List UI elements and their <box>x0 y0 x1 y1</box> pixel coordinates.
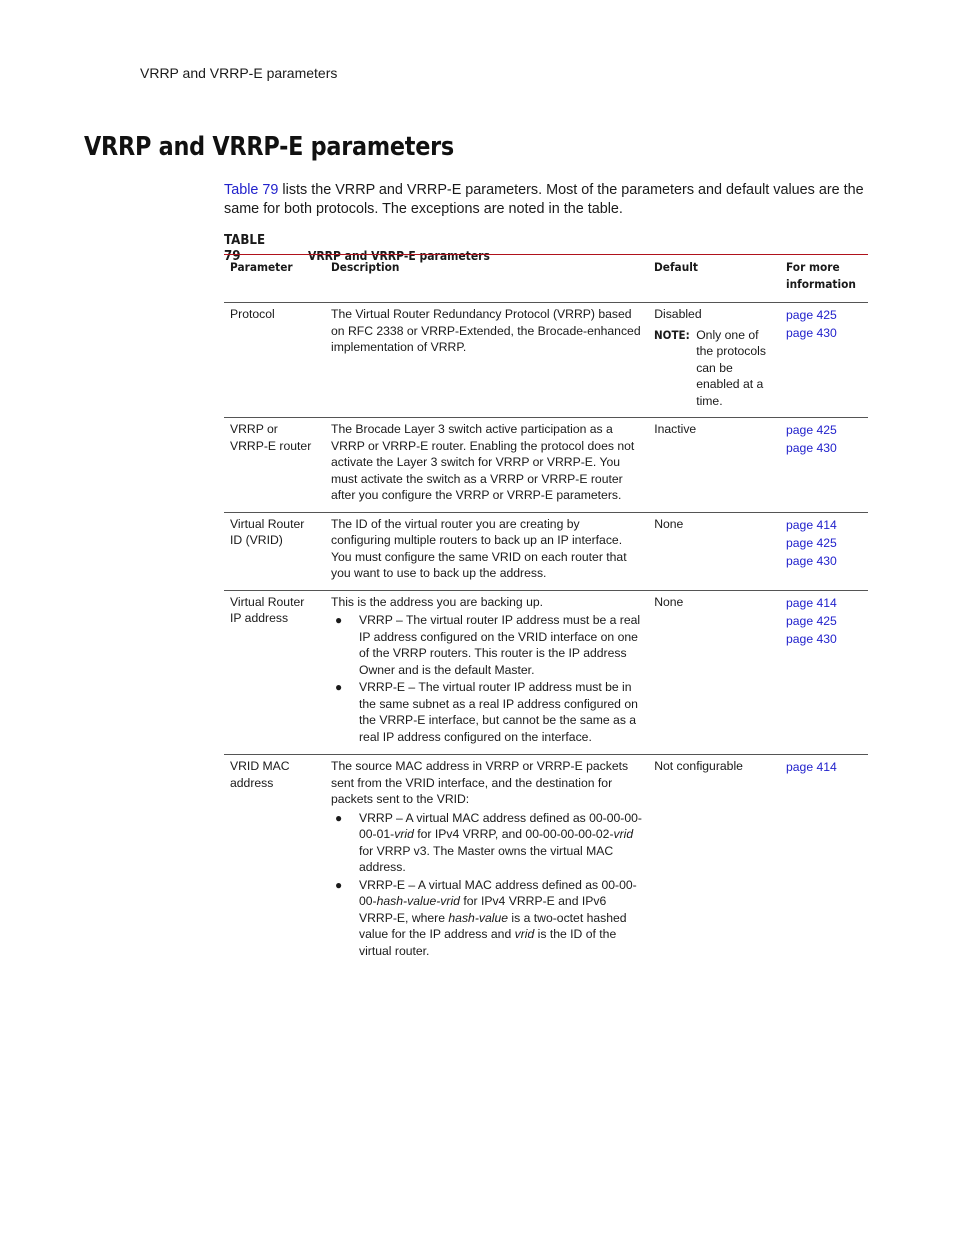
parameter-cell: Protocol <box>224 303 325 418</box>
table-header-row <box>224 255 868 303</box>
page-link[interactable]: page 430 <box>786 553 837 568</box>
parameters-table <box>224 254 868 968</box>
parameter-cell: VRRP or VRRP-E router <box>224 418 325 513</box>
more-info-cell <box>780 755 868 969</box>
description-cell: The Virtual Router Redundancy Protocol (VRRP) based on RFC 2338 or VRRP-Extended, the Brocade-enhanced implementation of VRRP. <box>325 303 648 418</box>
parameter-cell: Virtual Router IP address <box>224 590 325 755</box>
column-header-description: Description <box>325 255 648 303</box>
description-text: The source MAC address in VRRP or VRRP-E packets sent from the VRID interface, and the destination for packets sent to the VRID: <box>331 759 629 806</box>
list-item: ● VRRP-E – A virtual MAC address defined as 00-00-00-hash-value-vrid for IPv4 VRRP-E and IPv6 VRRP-E, where hash-value is a two-octet hashed value for the IP address and vrid is the ID of the virtual router. <box>335 877 637 958</box>
page-link[interactable]: page 425 <box>786 308 837 322</box>
default-value: Disabled <box>654 307 702 321</box>
table-row <box>224 590 868 755</box>
page-link[interactable]: page 414 <box>786 760 837 774</box>
table-caption-label: TABLE 79 <box>224 232 266 264</box>
list-item: ● VRRP-E – The virtual router IP address must be in the same subnet as a real IP address configured on the VRRP-E interface, but cannot be the same as a real IP address configured on the interface. <box>335 680 638 744</box>
page-link[interactable]: page 425 <box>786 613 837 628</box>
page-link[interactable]: page 430 <box>786 326 837 340</box>
table-79-link[interactable]: Table 79 <box>224 182 279 198</box>
intro-paragraph <box>224 181 874 219</box>
more-info-cell <box>780 512 868 590</box>
default-cell: None <box>648 590 780 755</box>
page-link[interactable]: page 425 <box>786 423 837 437</box>
list-item: ● VRRP – A virtual MAC address defined as 00-00-00-00-01-vrid for IPv4 VRRP, and 00-00-00-00-02-vrid for VRRP v3. The Master owns the virtual MAC address. <box>335 810 642 874</box>
bullet-icon: ● <box>335 877 343 892</box>
intro-text: lists the VRRP and VRRP-E parameters. Most of the parameters and default values are the same for both protocols. The exceptions are noted in the table. <box>224 182 864 217</box>
note <box>654 327 774 410</box>
note-label: NOTE: <box>654 327 690 342</box>
description-cell: The Brocade Layer 3 switch active participation as a VRRP or VRRP-E router. Enabling the protocol does not activate the Layer 3 switch for VRRP or VRRP-E. You must activate the switch as a VRRP or VRRP-E router after you configure the VRRP or VRRP-E parameters. <box>325 418 648 513</box>
page-link[interactable]: page 425 <box>786 535 837 550</box>
default-cell: None <box>648 512 780 590</box>
table-row <box>224 755 868 969</box>
page-link[interactable]: page 414 <box>786 517 837 532</box>
table-row <box>224 512 868 590</box>
column-header-more-info: For more information <box>780 255 868 303</box>
note-text: Only one of the protocols can be enabled at a time. <box>696 327 766 408</box>
description-cell <box>325 755 648 969</box>
page-link[interactable]: page 430 <box>786 631 837 646</box>
column-header-parameter: Parameter <box>224 255 325 303</box>
bullet-list <box>331 612 642 745</box>
bullet-icon: ● <box>335 613 343 627</box>
bullet-icon: ● <box>335 680 343 694</box>
parameter-cell: Virtual Router ID (VRID) <box>224 512 325 590</box>
table-row <box>224 303 868 418</box>
running-header: VRRP and VRRP-E parameters <box>140 65 338 81</box>
page-link[interactable]: page 430 <box>786 441 837 455</box>
bullet-list <box>331 810 642 960</box>
more-info-cell <box>780 418 868 513</box>
default-cell: Not configurable <box>654 759 743 773</box>
bullet-icon: ● <box>335 810 343 825</box>
more-info-cell <box>780 590 868 755</box>
description-cell: The ID of the virtual router you are creating by configuring multiple routers to back up an IP interface. You must configure the same VRID on each router that you want to use to back up the address. <box>325 512 648 590</box>
description-text: This is the address you are backing up. <box>331 594 544 609</box>
column-header-default: Default <box>648 255 780 303</box>
default-cell <box>648 303 780 418</box>
page-link[interactable]: page 414 <box>786 595 837 610</box>
section-title: VRRP and VRRP-E parameters <box>84 132 454 162</box>
description-cell <box>325 590 648 755</box>
more-info-cell <box>780 303 868 418</box>
table-caption-text: VRRP and VRRP-E parameters <box>308 249 490 263</box>
default-cell: Inactive <box>648 418 780 513</box>
table-row <box>224 418 868 513</box>
parameter-cell: VRID MAC address <box>230 759 290 790</box>
list-item: ● VRRP – The virtual router IP address must be a real IP address configured on the VRID interface on one of the VRRP routers. This router is the IP address Owner and is the default Master. <box>335 613 641 677</box>
